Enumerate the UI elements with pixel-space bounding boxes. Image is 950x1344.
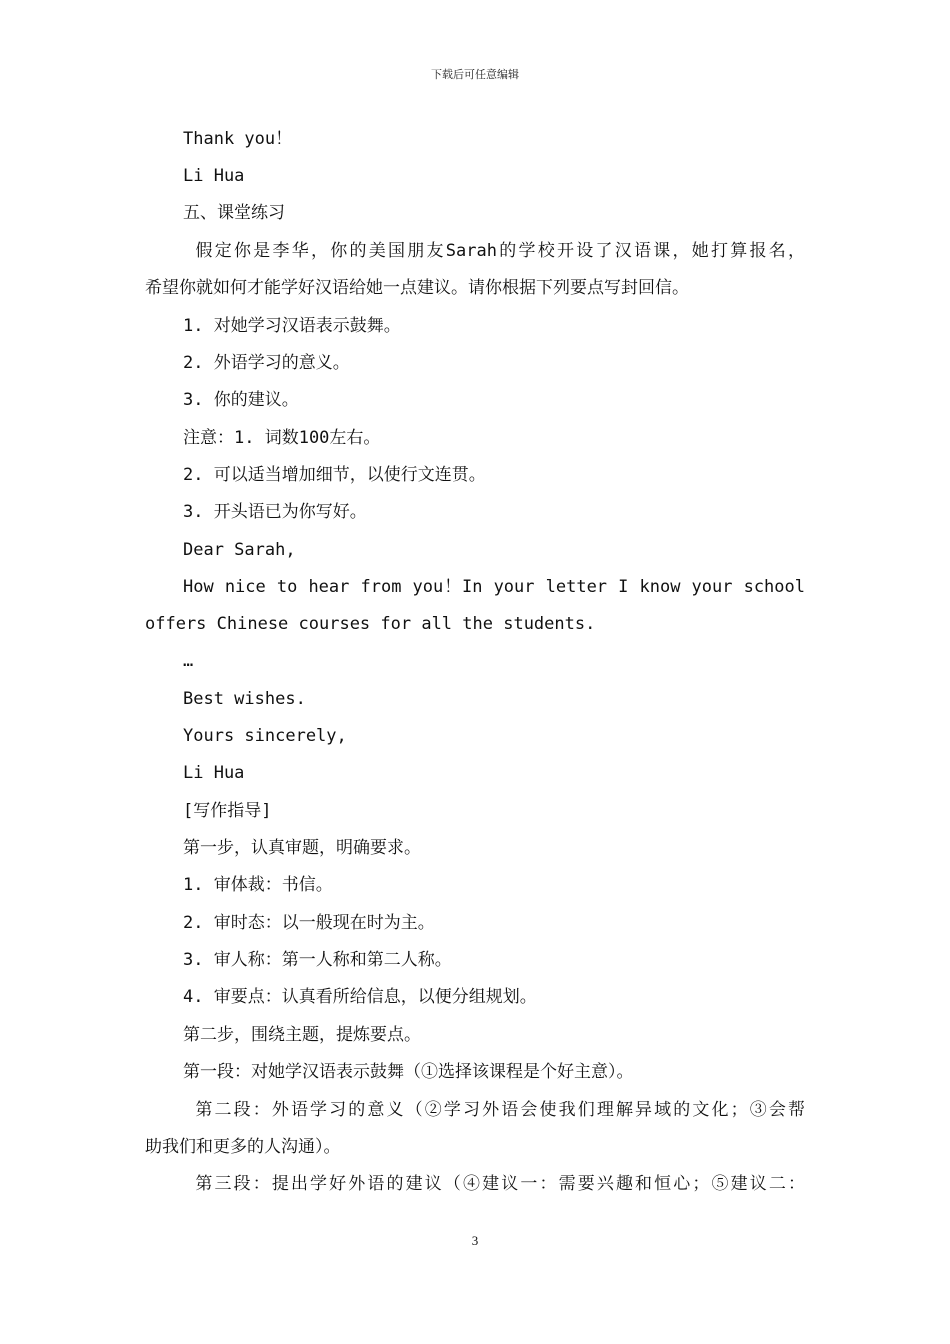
note-line: 3. 开头语已为你写好。 — [183, 502, 367, 522]
text-line: 第三段：提出学好外语的建议（④建议一：需要兴趣和恒心；⑤建议二： — [183, 1174, 805, 1194]
list-item: 1. 审体裁：书信。 — [183, 875, 333, 895]
letter-body-line: offers Chinese courses for all the students. — [145, 614, 596, 634]
ellipsis: … — [183, 651, 194, 671]
text-line: 第一步，认真审题，明确要求。 — [183, 838, 421, 858]
list-item: 2. 外语学习的意义。 — [183, 353, 350, 373]
page-number: 3 — [471, 1233, 479, 1248]
text-line: 第二步，围绕主题，提炼要点。 — [183, 1025, 421, 1045]
letter-closing: Best wishes. — [183, 689, 306, 709]
letter-salutation: Dear Sarah, — [183, 540, 296, 560]
section-heading: [写作指导] — [183, 801, 272, 821]
text-line: 第二段：外语学习的意义（②学习外语会使我们理解异域的文化；③会帮 — [183, 1100, 805, 1120]
note-line: 注意：1. 词数100左右。 — [183, 428, 381, 448]
text-line: 假定你是李华，你的美国朋友Sarah的学校开设了汉语课，她打算报名， — [183, 241, 805, 261]
list-item: 4. 审要点：认真看所给信息，以便分组规划。 — [183, 987, 537, 1007]
letter-body-line: How nice to hear from you！In your letter I know your school — [183, 577, 805, 597]
text-line: 助我们和更多的人沟通）。 — [145, 1137, 341, 1157]
text-line: 第一段：对她学汉语表示鼓舞（①选择该课程是个好主意）。 — [183, 1062, 634, 1082]
letter-signature: Li Hua — [183, 763, 245, 783]
letter-closing: Yours sincerely, — [183, 726, 347, 746]
list-item: 1. 对她学习汉语表示鼓舞。 — [183, 316, 401, 336]
list-item: 2. 审时态：以一般现在时为主。 — [183, 913, 435, 933]
page-header: 下载后可任意编辑 — [431, 68, 519, 81]
text-line: 希望你就如何才能学好汉语给她一点建议。请你根据下列要点写封回信。 — [145, 278, 689, 298]
text-line: Li Hua — [183, 166, 245, 186]
list-item: 3. 审人称：第一人称和第二人称。 — [183, 950, 452, 970]
list-item: 3. 你的建议。 — [183, 390, 299, 410]
text-line: Thank you！ — [183, 129, 293, 149]
note-line: 2. 可以适当增加细节，以使行文连贯。 — [183, 465, 486, 485]
section-heading: 五、课堂练习 — [183, 203, 285, 223]
